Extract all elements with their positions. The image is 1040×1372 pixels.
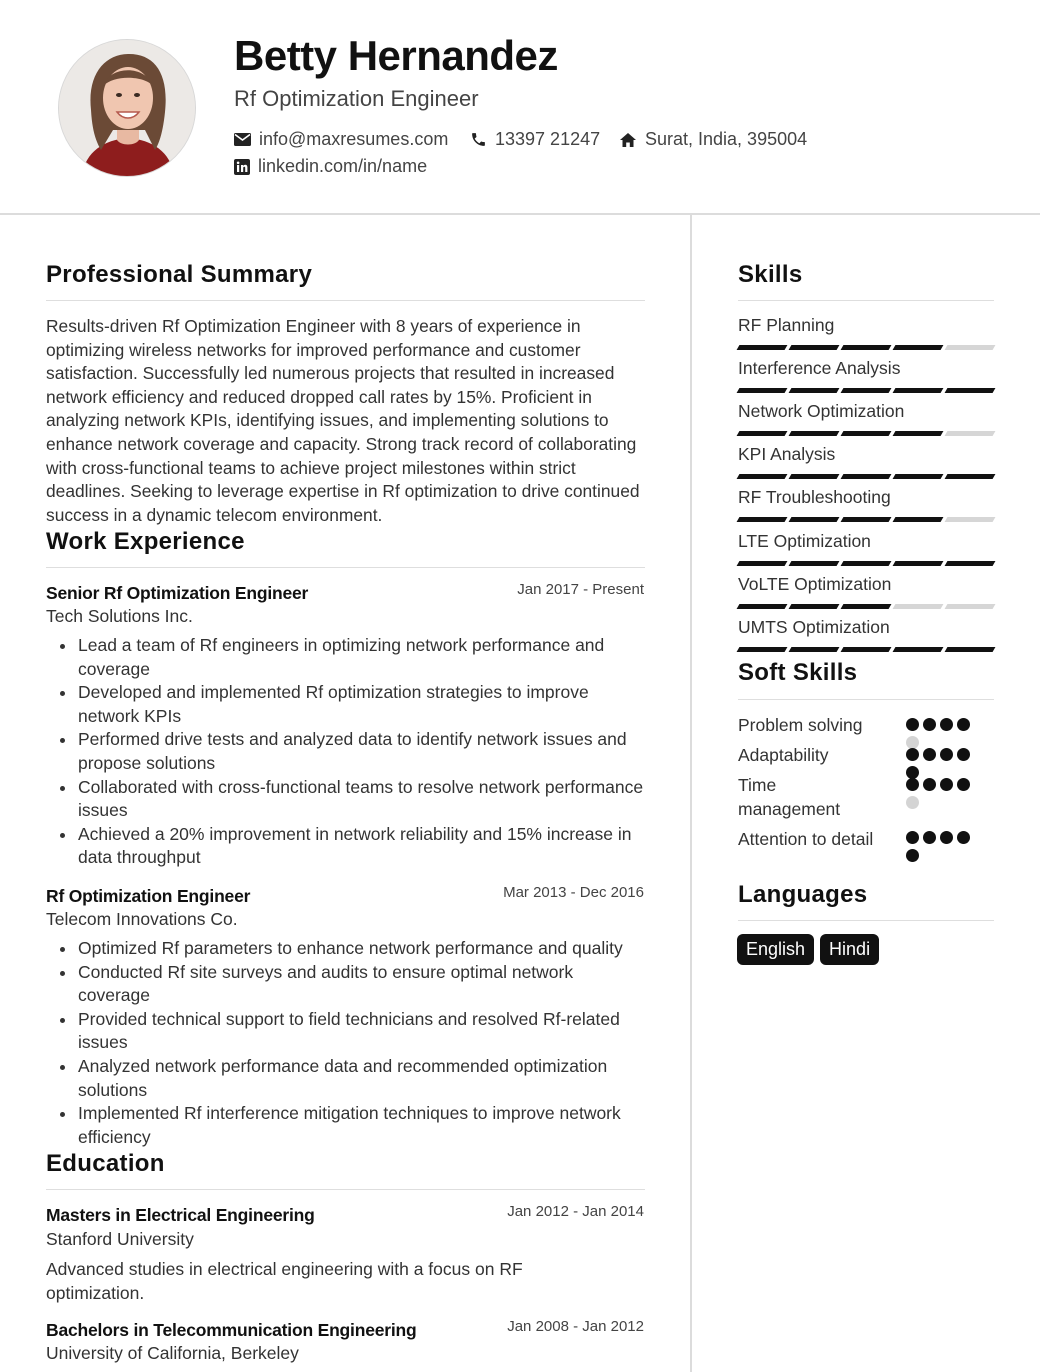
skill-level-bar [738, 561, 994, 566]
rating-dot [940, 778, 953, 791]
job-company: Telecom Innovations Co. [46, 909, 238, 929]
column-divider [690, 215, 692, 1372]
rating-dot [906, 748, 919, 761]
list-item: Collaborated with cross-functional teams to resolve network performance issues [46, 776, 648, 823]
rating-dot [923, 831, 936, 844]
skill-level-segment [893, 345, 944, 350]
soft-skill-rating [906, 748, 978, 779]
skill-level-segment [789, 647, 840, 652]
linkedin-icon [234, 159, 250, 175]
languages-list [737, 934, 879, 965]
skill-level-segment [737, 345, 788, 350]
rating-dot [923, 748, 936, 761]
email-text: info@maxresumes.com [259, 129, 449, 149]
rating-dot [957, 831, 970, 844]
summary-divider [46, 300, 645, 301]
skill-level-segment [893, 561, 944, 566]
soft-skill-name: Time management [738, 775, 841, 819]
skill-level-segment [841, 604, 892, 609]
profile-photo [58, 39, 196, 177]
home-icon [619, 132, 637, 148]
skill-level-segment [789, 345, 840, 350]
skill-level-segment [737, 604, 788, 609]
list-item: Analyzed network performance data and recommended optimization solutions [46, 1055, 648, 1102]
rating-dot [923, 778, 936, 791]
skill-name: VoLTE Optimization [738, 573, 892, 594]
skill-level-segment [789, 474, 840, 479]
skill-level-segment [893, 474, 944, 479]
skill-level-segment [789, 388, 840, 393]
skill-level-bar [738, 517, 994, 522]
skills-divider [738, 300, 994, 301]
phone-text: 13397 21247 [495, 129, 601, 149]
school-name: Stanford University [46, 1229, 194, 1249]
education-dates: Jan 2008 - Jan 2012 [507, 1318, 644, 1335]
summary-heading: Professional Summary [46, 261, 313, 288]
skill-name: Interference Analysis [738, 358, 901, 379]
education-description: Advanced studies in electrical engineering with a focus on RF optimization. [46, 1259, 523, 1303]
skills-heading: Skills [738, 261, 803, 288]
education-heading: Education [46, 1150, 165, 1177]
skill-level-segment [841, 431, 892, 436]
skill-level-segment [789, 431, 840, 436]
skill-level-segment [737, 561, 788, 566]
experience-divider [46, 567, 645, 568]
skill-level-segment [789, 517, 840, 522]
skill-level-segment [893, 647, 944, 652]
education-dates: Jan 2012 - Jan 2014 [507, 1203, 644, 1220]
list-item: Provided technical support to field technicians and resolved Rf-related issues [46, 1008, 648, 1055]
location-text: Surat, India, 395004 [645, 129, 808, 149]
skill-level-segment [737, 474, 788, 479]
skill-level-segment [841, 517, 892, 522]
job-company: Tech Solutions Inc. [46, 606, 193, 626]
experience-heading: Work Experience [46, 528, 245, 555]
job-title: Rf Optimization Engineer [46, 886, 251, 906]
location-contact [619, 129, 807, 150]
degree-title: Masters in Electrical Engineering [46, 1205, 315, 1225]
skill-name: RF Planning [738, 315, 835, 335]
phone-icon [470, 131, 487, 148]
skill-name: LTE Optimization [738, 530, 871, 551]
list-item: Optimized Rf parameters to enhance network performance and quality [46, 937, 648, 961]
list-item: Developed and implemented Rf optimization strategies to improve network KPIs [46, 681, 648, 728]
rating-dot [906, 831, 919, 844]
skill-level-segment [841, 647, 892, 652]
rating-dot [940, 748, 953, 761]
envelope-icon [234, 133, 251, 146]
skill-level-segment [737, 388, 788, 393]
rating-dot [957, 718, 970, 731]
skill-level-segment [945, 647, 996, 652]
skill-name: UMTS Optimization [738, 616, 890, 637]
rating-dot [940, 718, 953, 731]
skill-level-bar [738, 604, 994, 609]
language-badge: Hindi [820, 934, 879, 965]
resume-header [0, 0, 1040, 215]
skill-level-segment [945, 474, 996, 479]
skill-level-segment [841, 345, 892, 350]
soft-skill-name: Adaptability [738, 745, 829, 765]
phone-contact[interactable] [470, 129, 600, 150]
soft-skill-name: Problem solving [738, 715, 863, 735]
rating-dot [957, 748, 970, 761]
soft-skill-rating [906, 831, 978, 862]
skill-level-segment [789, 604, 840, 609]
soft-skill-rating [906, 778, 978, 809]
job-title: Senior Rf Optimization Engineer [46, 583, 309, 603]
skill-level-segment [737, 431, 788, 436]
soft-skills-divider [738, 699, 994, 700]
skill-level-segment [737, 647, 788, 652]
list-item: Performed drive tests and analyzed data to identify network issues and propose solutions [46, 728, 648, 775]
skill-level-bar [738, 431, 994, 436]
candidate-name: Betty Hernandez [234, 32, 558, 79]
list-item: Conducted Rf site surveys and audits to ensure optimal network coverage [46, 961, 648, 1008]
soft-skill-rating [906, 718, 978, 749]
language-badge: English [737, 934, 814, 965]
skill-level-segment [737, 517, 788, 522]
skill-level-segment [945, 604, 996, 609]
job-bullets [46, 937, 648, 1149]
job-dates: Jan 2017 - Present [517, 581, 644, 598]
candidate-title: Rf Optimization Engineer [234, 86, 479, 111]
skill-level-segment [893, 388, 944, 393]
rating-dot [906, 718, 919, 731]
skill-level-segment [945, 517, 996, 522]
skill-name: RF Troubleshooting [738, 487, 891, 508]
list-item: Lead a team of Rf engineers in optimizing network performance and coverage [46, 634, 648, 681]
skill-level-segment [893, 517, 944, 522]
skill-level-segment [893, 604, 944, 609]
rating-dot [923, 718, 936, 731]
skill-name: KPI Analysis [738, 444, 836, 465]
list-item: Achieved a 20% improvement in network reliability and 15% increase in data throughput [46, 823, 648, 870]
linkedin-text: linkedin.com/in/name [258, 156, 428, 176]
rating-dot [906, 778, 919, 791]
linkedin-contact[interactable] [234, 156, 427, 177]
summary-text: Results-driven Rf Optimization Engineer with 8 years of experience in optimizing wireless networks for improved performance and customer satisfaction. Successfully led numerous projects that resulted in increased network efficiency and reduced dropped call rates by 15%. Proficient in analyzing network KPIs, identifying issues, and implementing solutions to enhance network coverage and capacity. Strong track record of collaborating with cross-functional teams to achieve project milestones within strict deadlines. Seeking to leverage expertise in Rf optimization to drive continued success in a dynamic telecom environment. [46, 316, 640, 525]
skill-level-segment [893, 431, 944, 436]
rating-dot [906, 796, 919, 809]
skill-level-bar [738, 647, 994, 652]
skill-level-segment [945, 345, 996, 350]
email-contact[interactable] [234, 129, 448, 150]
skill-level-segment [841, 388, 892, 393]
list-item: Implemented Rf interference mitigation techniques to improve network efficiency [46, 1102, 648, 1149]
skill-level-bar [738, 388, 994, 393]
skill-level-bar [738, 474, 994, 479]
languages-heading: Languages [738, 881, 868, 908]
rating-dot [940, 831, 953, 844]
skill-level-segment [841, 474, 892, 479]
skill-level-segment [945, 561, 996, 566]
languages-divider [738, 920, 994, 921]
soft-skills-heading: Soft Skills [738, 659, 858, 686]
skill-name: Network Optimization [738, 401, 905, 422]
school-name: University of California, Berkeley [46, 1343, 299, 1363]
job-bullets [46, 634, 648, 870]
soft-skill-name: Attention to detail [738, 829, 874, 849]
skill-level-segment [945, 431, 996, 436]
skill-level-segment [841, 561, 892, 566]
job-dates: Mar 2013 - Dec 2016 [503, 884, 644, 901]
education-divider [46, 1189, 645, 1190]
rating-dot [957, 778, 970, 791]
skill-level-segment [789, 561, 840, 566]
degree-title: Bachelors in Telecommunication Engineering [46, 1320, 417, 1340]
rating-dot [906, 849, 919, 862]
skill-level-bar [738, 345, 994, 350]
skill-level-segment [945, 388, 996, 393]
